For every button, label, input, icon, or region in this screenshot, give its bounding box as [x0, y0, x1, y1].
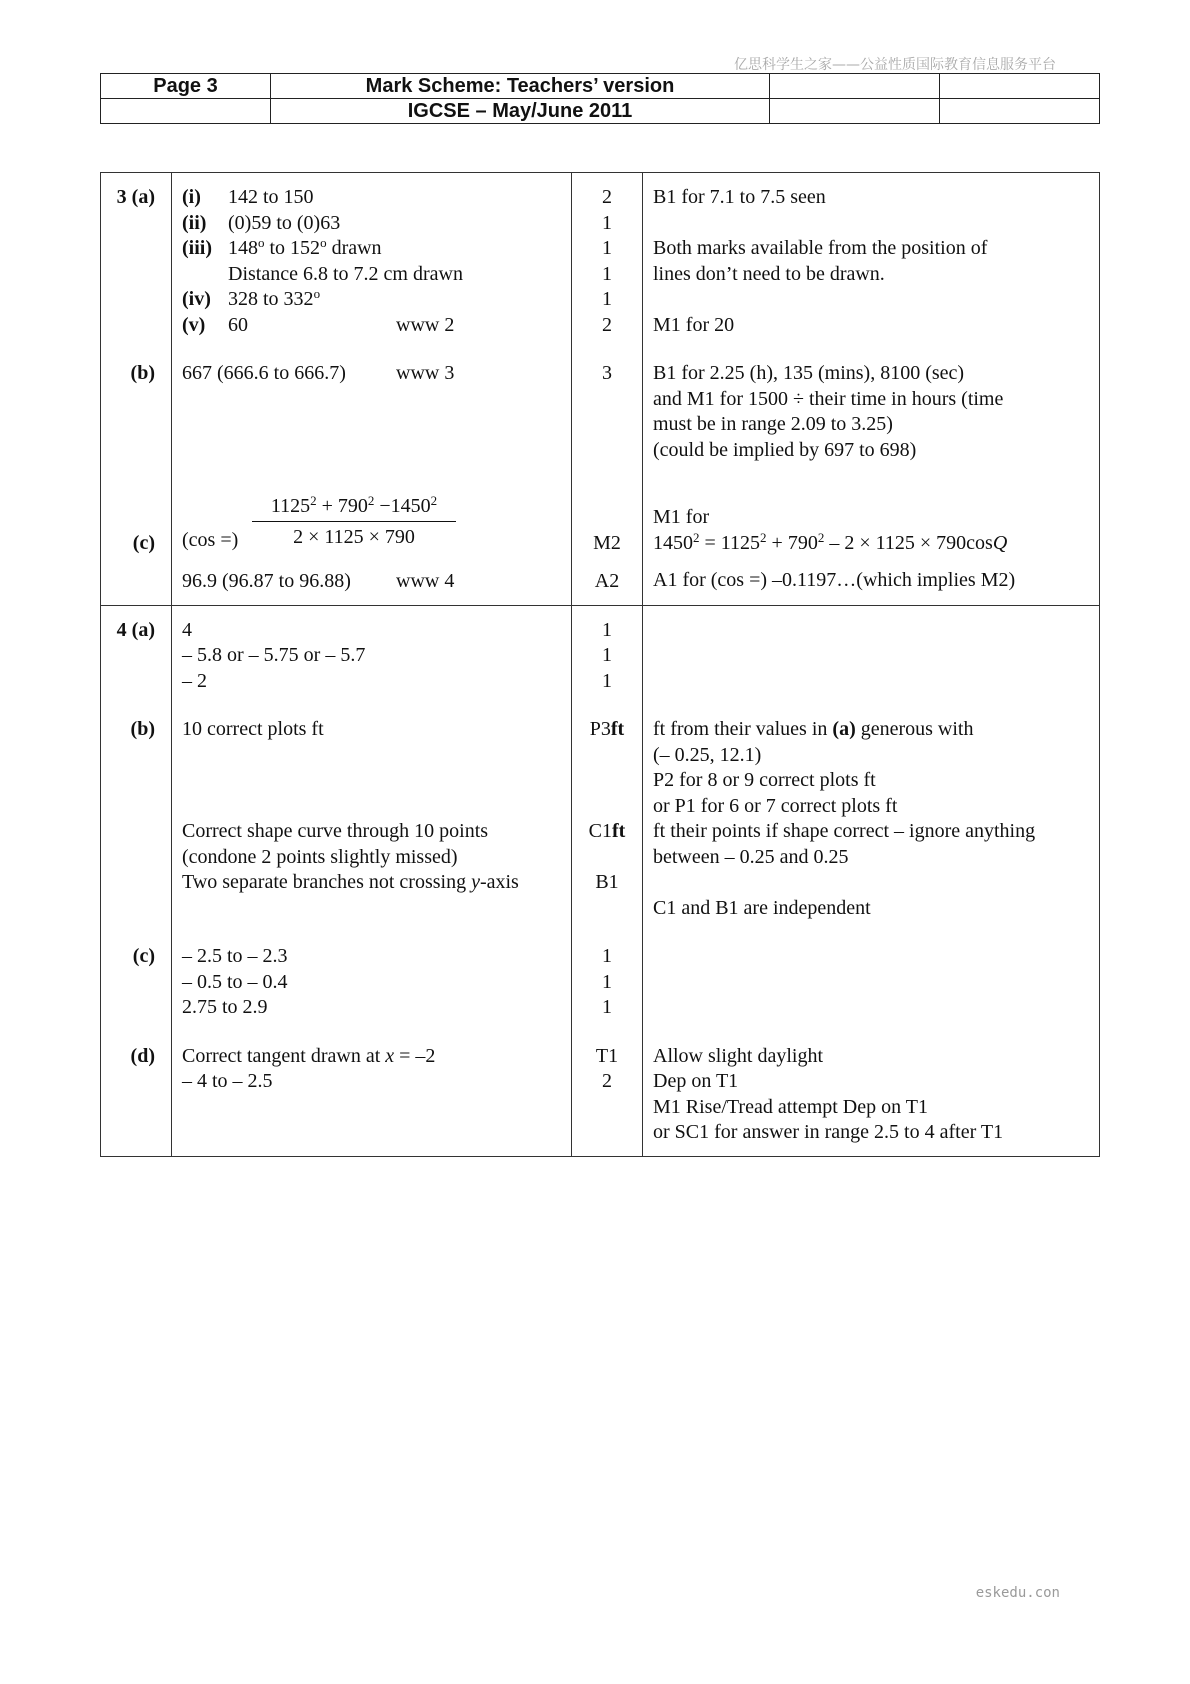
note-line: C1 and B1 are independent: [653, 896, 871, 919]
answer-column: [172, 173, 572, 606]
answer-line: – 4 to – 2.5: [182, 1070, 273, 1092]
mark: 1: [602, 996, 612, 1018]
mark: 1: [602, 237, 612, 259]
answer-line: 2.75 to 2.9: [182, 996, 268, 1018]
www-note: www 4: [396, 570, 455, 592]
mark: P3ft: [589, 718, 625, 740]
part-label: (b): [130, 362, 155, 384]
note-line: ft from their values in (a) generous with: [653, 718, 974, 740]
sub-part-label: (ii): [182, 211, 207, 234]
note-line: B1 for 2.25 (h), 135 (mins), 8100 (sec): [653, 362, 965, 384]
mark: M2: [593, 532, 621, 554]
document-title: Mark Scheme: Teachers’ version: [271, 74, 770, 99]
note-line: (could be implied by 697 to 698): [653, 438, 917, 461]
note-line: or SC1 for answer in range 2.5 to 4 after T1: [653, 1121, 1004, 1143]
part-label: (d): [130, 1044, 155, 1067]
footer-site-mark: eskedu.con: [975, 1585, 1060, 1601]
header-blank-cell: [940, 99, 1100, 124]
mark: 1: [602, 644, 612, 666]
note-line: M1 for: [653, 506, 710, 528]
mark: T1: [595, 1044, 619, 1067]
mark: 1: [602, 945, 612, 967]
answer-line: Correct shape curve through 10 points: [182, 820, 489, 842]
mark: 2: [602, 313, 612, 336]
question-labels: [101, 605, 172, 1156]
note-line: A1 for (cos =) –0.1197…(which implies M2): [653, 569, 1016, 591]
header-blank-cell: [770, 74, 940, 99]
sub-part-label: (iv): [182, 288, 211, 310]
www-note: www 3: [396, 362, 455, 384]
header-blank-cell: [770, 99, 940, 124]
question-3-row: [101, 173, 1100, 606]
mark-scheme-table: [100, 172, 1100, 1157]
note-line: ft their points if shape correct – ignore anything: [653, 820, 1036, 842]
sub-part-label: (iii): [182, 237, 212, 259]
mark: A2: [594, 569, 620, 592]
note-line: must be in range 2.09 to 3.25): [653, 413, 893, 435]
question-labels: [101, 173, 172, 606]
note-line: or P1 for 6 or 7 correct plots ft: [653, 794, 898, 817]
note-line: Dep on T1: [653, 1070, 739, 1092]
answer-line: (iii) 148$^o$ to 152$^o$ drawn: [182, 236, 561, 262]
marks-column: [572, 605, 643, 1156]
note-line: and M1 for 1500 ÷ their time in hours (time: [653, 387, 1004, 410]
sub-part-label: (v): [182, 313, 206, 336]
note-line: between – 0.25 and 0.25: [653, 845, 849, 868]
note-line: M1 Rise/Tread attempt Dep on T1: [653, 1095, 928, 1118]
answer-line: (v) 60 www 2: [182, 313, 561, 339]
answer-line: – 2: [182, 669, 207, 692]
page-label: Page 3: [101, 74, 271, 99]
mark: 1: [602, 288, 612, 310]
mark: 1: [602, 262, 612, 285]
answer-line: 667 (666.6 to 666.7) www 3: [182, 361, 561, 387]
watermark-text: 亿思科学生之家——公益性质国际教育信息服务平台: [734, 57, 1056, 73]
www-note: www 2: [396, 313, 455, 336]
notes-column: [643, 605, 1100, 1156]
answer-line: – 5.8 or – 5.75 or – 5.7: [182, 644, 366, 666]
notes-column: [643, 173, 1100, 606]
answer-line: Distance 6.8 to 7.2 cm drawn: [228, 262, 463, 285]
note-line: Both marks available from the position of: [653, 237, 988, 259]
mark: B1: [595, 871, 619, 893]
mark: C1ft: [588, 820, 626, 842]
answer-line: – 0.5 to – 0.4: [182, 970, 288, 993]
answer-line: (condone 2 points slightly missed): [182, 845, 458, 868]
sub-part-label: (i): [182, 186, 201, 208]
exam-session: IGCSE – May/June 2011: [271, 99, 770, 124]
header-blank-cell: [940, 74, 1100, 99]
part-label: 3 (a): [116, 186, 155, 208]
answer-line: Two separate branches not crossing y-axis: [182, 871, 519, 893]
answer-line: 10 correct plots ft: [182, 718, 324, 740]
question-4-row: [101, 605, 1100, 1156]
answer-line: (ii) (0)59 to (0)63: [182, 211, 561, 237]
part-label: 4 (a): [116, 618, 155, 641]
mark: 1: [602, 669, 612, 692]
note-line: lines don’t need to be drawn.: [653, 262, 885, 285]
mark: 3: [602, 362, 612, 384]
note-line: (– 0.25, 12.1): [653, 743, 762, 766]
answer-line: (i) 142 to 150: [182, 185, 561, 211]
page-header-table: [100, 73, 1100, 124]
part-label: (b): [130, 718, 155, 740]
note-line: $1450^2 = 1125^2 + 790^2 - 2 \times 1125 \times 790\cos Q$: [653, 529, 1008, 554]
note-line: M1 for 20: [653, 313, 735, 336]
mark: 1: [602, 618, 612, 641]
mark: 1: [602, 970, 612, 993]
header-blank-cell: [101, 99, 271, 124]
answer-column: [172, 605, 572, 1156]
answer-line: (iv) 328 to 332$^o$: [182, 287, 561, 313]
answer-line: – 2.5 to – 2.3: [182, 945, 288, 967]
marks-column: [572, 173, 643, 606]
answer-line: 4: [182, 618, 192, 641]
mark: 2: [602, 1070, 612, 1092]
note-line: P2 for 8 or 9 correct plots ft: [653, 769, 876, 791]
answer-line: Correct tangent drawn at x = –2: [182, 1044, 436, 1067]
mark: 1: [602, 211, 612, 234]
mark: 2: [602, 186, 612, 208]
note-line: Allow slight daylight: [653, 1044, 823, 1067]
part-label: (c): [132, 532, 155, 554]
cosine-rule-expression: (cos =) $\frac{1125^2 + 790^2 -1450^2}{2 \times 1125 \times 790}$: [182, 491, 561, 569]
part-label: (c): [132, 945, 155, 967]
note-line: B1 for 7.1 to 7.5 seen: [653, 186, 826, 208]
answer-line: 96.9 (96.87 to 96.88) www 4: [182, 569, 561, 595]
